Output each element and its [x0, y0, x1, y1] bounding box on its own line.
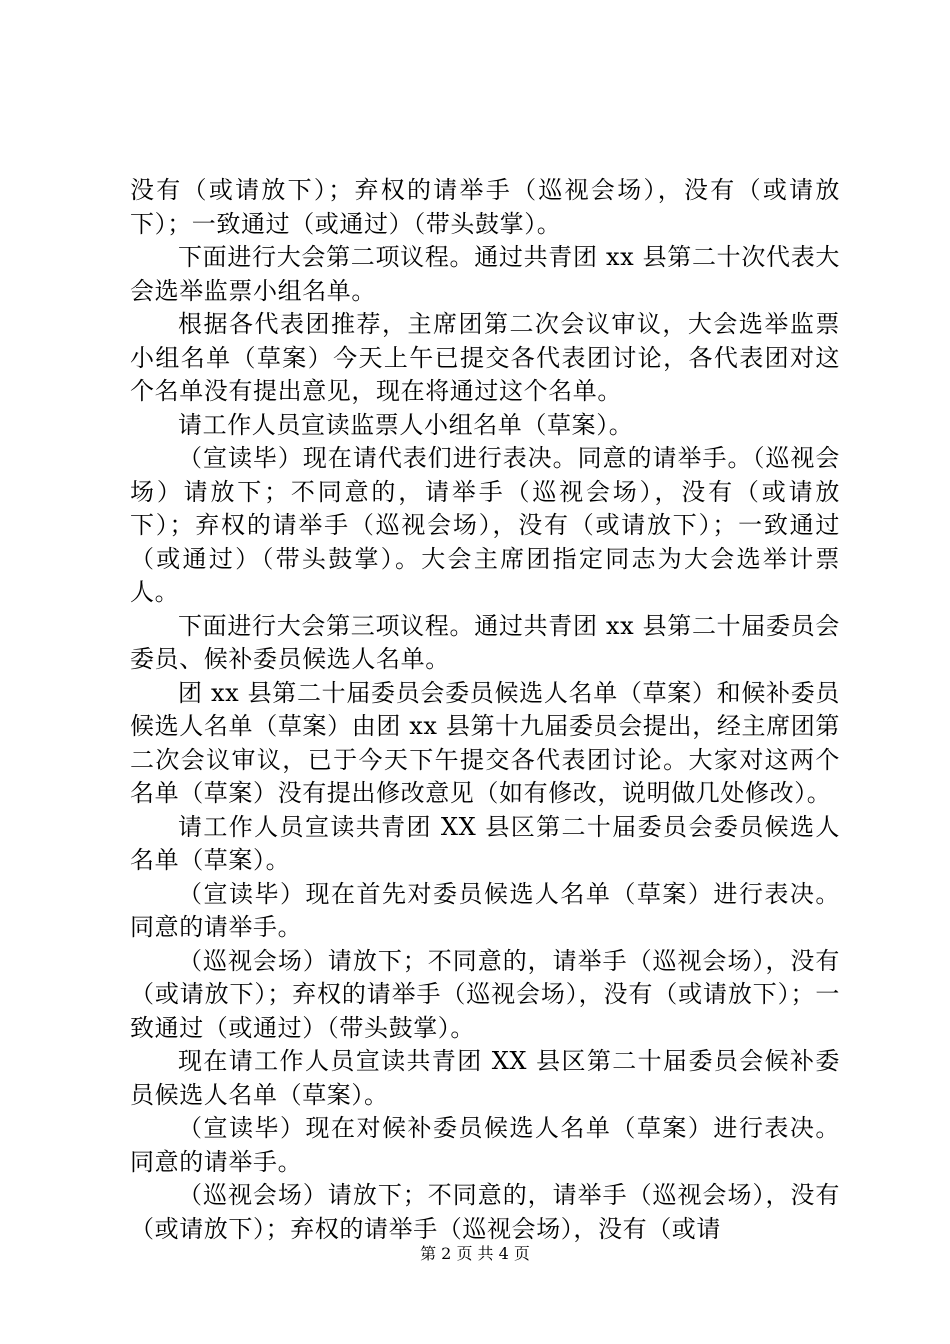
page-number-footer: 第 2 页 共 4 页 — [420, 1244, 530, 1263]
paragraph-12: （宣读毕）现在对候补委员候选人名单（草案）进行表决。同意的请举手。 — [130, 1114, 840, 1176]
paragraph-11: 现在请工作人员宣读共青团 XX 县区第二十届委员会候补委员候选人名单（草案）。 — [130, 1047, 840, 1109]
paragraph-8: 请工作人员宣读共青团 XX 县区第二十届委员会委员候选人名单（草案）。 — [130, 812, 840, 874]
paragraph-6: 下面进行大会第三项议程。通过共青团 xx 县第二十届委员会委员、候补委员候选人名单。 — [130, 611, 840, 673]
paragraph-2: 下面进行大会第二项议程。通过共青团 xx 县第二十次代表大会选举监票小组名单。 — [130, 243, 840, 305]
paragraph-13: （巡视会场）请放下；不同意的，请举手（巡视会场），没有（或请放下）；弃权的请举手（巡视会场），没有（或请 — [130, 1181, 840, 1243]
paragraph-3: 根据各代表团推荐，主席团第二次会议审议，大会选举监票小组名单（草案）今天上午已提交各代表团讨论，各代表团对这个名单没有提出意见，现在将通过这个名单。 — [130, 310, 840, 405]
paragraph-9: （宣读毕）现在首先对委员候选人名单（草案）进行表决。同意的请举手。 — [130, 879, 840, 941]
paragraph-7: 团 xx 县第二十届委员会委员候选人名单（草案）和候补委员候选人名单（草案）由团 xx 县第十九届委员会提出，经主席团第二次会议审议，已于今天下午提交各代表团讨论。大家对这两个名单（草案）没有提出修改意见（如有修改，说明做几处修改）。 — [130, 678, 840, 807]
paragraph-5: （宣读毕）现在请代表们进行表决。同意的请举手。（巡视会场）请放下；不同意的，请举手（巡视会场），没有（或请放下）；弃权的请举手（巡视会场），没有（或请放下）；一致通过（或通过）（带头鼓掌）。大会主席团指定同志为大会选举计票人。 — [130, 444, 840, 606]
document-body — [130, 174, 840, 1246]
paragraph-10: （巡视会场）请放下；不同意的，请举手（巡视会场），没有（或请放下）；弃权的请举手（巡视会场），没有（或请放下）；一致通过（或通过）（带头鼓掌）。 — [130, 946, 840, 1042]
paragraph-4: 请工作人员宣读监票人小组名单（草案）。 — [178, 410, 634, 439]
paragraph-1: 没有（或请放下）；弃权的请举手（巡视会场），没有（或请放下）；一致通过（或通过）（带头鼓掌）。 — [130, 176, 840, 238]
